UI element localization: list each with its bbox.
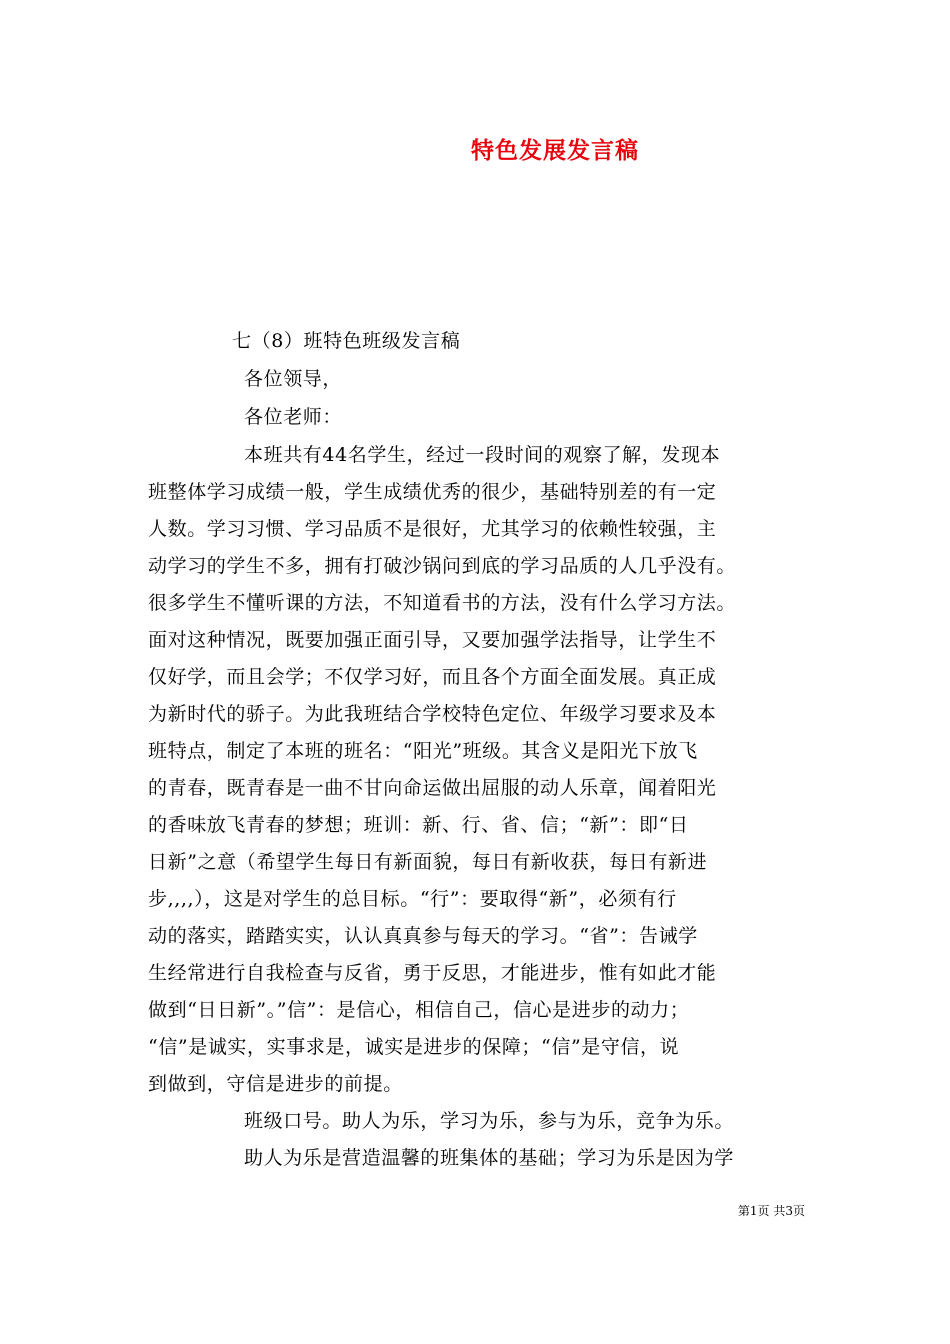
paragraph-line: 动的落实，踏踏实实，认认真真参与每天的学习。“省”：告诫学 (148, 925, 698, 947)
paragraph-line: 人数。学习习惯、学习品质不是很好，尤其学习的依赖性较强，主 (148, 518, 717, 540)
paragraph-line: “信”是诚实，实事求是，诚实是进步的保障；“信”是守信，说 (148, 1036, 680, 1058)
paragraph-line: 为新时代的骄子。为此我班结合学校特色定位、年级学习要求及本 (148, 703, 717, 725)
document-title: 特色发展发言稿 (471, 137, 639, 164)
paragraph-line: 班整体学习成绩一般，学生成绩优秀的很少，基础特别差的有一定 (148, 481, 717, 503)
salutation-teachers: 各位老师： (244, 406, 343, 428)
paragraph-line: 日新”之意（希望学生每日有新面貌，每日有新收获，每日有新进 (148, 851, 708, 873)
paragraph-line: 的香味放飞青春的梦想；班训：新、行、省、信；“新”：即“日 (148, 814, 689, 836)
paragraph-line: 生经常进行自我检查与反省，勇于反思，才能进步，惟有如此才能 (148, 962, 717, 984)
page-number: 第1页 共3页 (737, 1204, 805, 1218)
slogan-line: 班级口号。助人为乐，学习为乐，参与为乐，竞争为乐。 (244, 1110, 735, 1132)
paragraph-line: 仅好学，而且会学；不仅学习好，而且各个方面全面发展。真正成 (148, 666, 717, 688)
paragraph-line: 本班共有44名学生，经过一段时间的观察了解，发现本 (244, 444, 721, 466)
paragraph-line: 做到“日日新”。”信”：是信心，相信自己，信心是进步的动力； (148, 999, 690, 1021)
paragraph-line: 到做到，守信是进步的前提。 (148, 1073, 403, 1095)
paragraph-line: 班特点，制定了本班的班名：“阳光”班级。其含义是阳光下放飞 (148, 740, 698, 762)
subtitle-line: 七（8）班特色班级发言稿 (232, 330, 461, 352)
paragraph-line: 面对这种情况，既要加强正面引导，又要加强学法指导，让学生不 (148, 629, 717, 651)
paragraph-line: 动学习的学生不多，拥有打破沙锅问到底的学习品质的人几乎没有。 (148, 555, 737, 577)
paragraph-line: 助人为乐是营造温馨的班集体的基础；学习为乐是因为学 (244, 1147, 735, 1169)
paragraph-line: 步,,,,），这是对学生的总目标。“行”：要取得“新”，必须有行 (148, 888, 677, 910)
salutation-leaders: 各位领导， (244, 368, 343, 390)
paragraph-line: 的青春，既青春是一曲不甘向命运做出屈服的动人乐章，闻着阳光 (148, 777, 717, 799)
paragraph-line: 很多学生不懂听课的方法，不知道看书的方法，没有什么学习方法。 (148, 592, 737, 614)
